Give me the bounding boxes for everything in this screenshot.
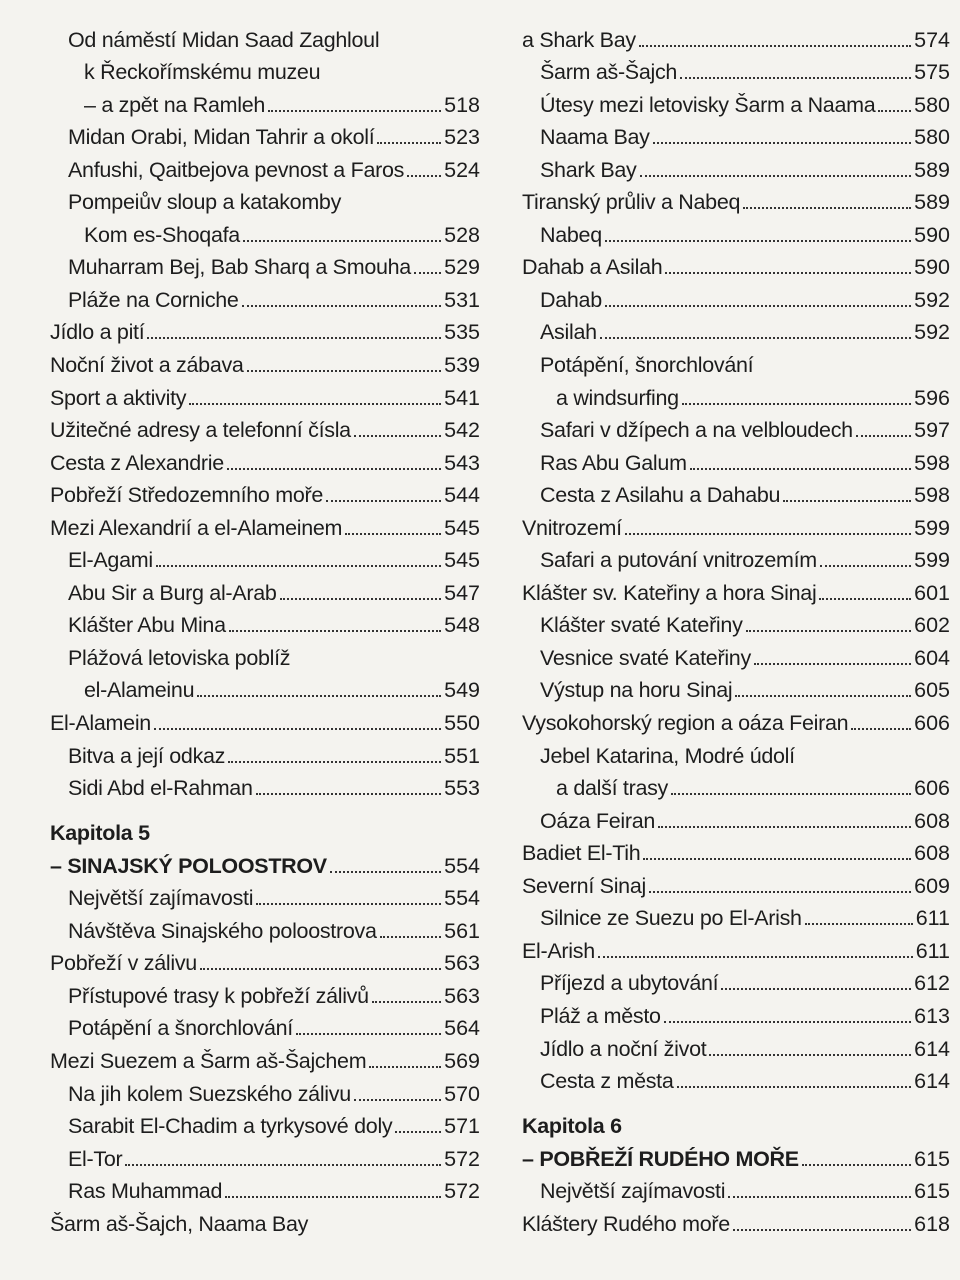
toc-entry-title: – POBŘEŽÍ RUDÉHO MOŘE <box>522 1146 799 1171</box>
dot-leader <box>600 336 911 339</box>
toc-entry-page-number: 554 <box>444 853 480 878</box>
toc-entry <box>50 443 480 476</box>
toc-entry-page-number: 563 <box>444 951 480 976</box>
toc-entry-title: Klášter Abu Mina <box>68 613 226 638</box>
toc-entry <box>522 834 950 867</box>
toc-entry-page-number: 598 <box>914 450 950 475</box>
dot-leader <box>677 1085 912 1088</box>
toc-entry-page-number: 606 <box>914 776 950 801</box>
dot-leader <box>330 870 441 873</box>
dot-leader <box>407 174 441 177</box>
toc-entry <box>522 1172 950 1205</box>
dot-leader <box>639 44 911 47</box>
dot-leader <box>819 597 911 600</box>
toc-entry <box>522 931 950 964</box>
toc-entry-page-number: 545 <box>444 548 480 573</box>
toc-entry-title: – a zpět na Ramleh <box>84 92 266 117</box>
dot-leader <box>820 564 911 567</box>
dot-leader <box>598 955 913 958</box>
dot-leader <box>354 1098 441 1101</box>
toc-entry-title: Jídlo a pití <box>50 320 145 345</box>
toc-entry <box>522 736 950 769</box>
dot-leader <box>369 1065 441 1068</box>
toc-entry-page-number: 590 <box>914 222 950 247</box>
toc-entry <box>522 215 950 248</box>
dot-leader <box>125 1163 441 1166</box>
toc-entry-title: Severní Sinaj <box>522 873 646 898</box>
toc-entry <box>50 150 480 183</box>
toc-entry-title: Dahab <box>540 287 602 312</box>
toc-entry-title: Asilah <box>540 320 597 345</box>
toc-entry-page-number: 575 <box>914 60 950 85</box>
toc-entry-page-number: 605 <box>914 678 950 703</box>
toc-entry <box>522 313 950 346</box>
dot-leader <box>671 792 911 795</box>
toc-entry <box>522 378 950 411</box>
toc-entry-page-number: 613 <box>914 1003 950 1028</box>
toc-entry-page-number: 580 <box>914 92 950 117</box>
toc-entry-title: Dahab a Asilah <box>522 255 663 280</box>
dot-leader <box>395 1130 441 1133</box>
toc-entry-title: Vnitrozemí <box>522 515 622 540</box>
toc-entry-title: Útesy mezi letovisky Šarm a Naama <box>540 92 876 117</box>
toc-entry <box>522 866 950 899</box>
toc-entry <box>50 573 480 606</box>
toc-entry-title: Šarm aš-Šajch <box>540 60 678 85</box>
toc-entry-title: Midan Orabi, Midan Tahrir a okolí <box>68 125 375 150</box>
toc-entry <box>522 85 950 118</box>
dot-leader <box>326 499 441 502</box>
toc-entry <box>522 573 950 606</box>
dot-leader <box>372 1000 441 1003</box>
dot-leader <box>247 369 442 372</box>
toc-entry-page-number: 614 <box>914 1069 950 1094</box>
toc-entry-page-number: 548 <box>444 613 480 638</box>
dot-leader <box>658 825 911 828</box>
toc-entry-title: Anfushi, Qaitbejova pevnost a Faros <box>68 157 405 182</box>
toc-entry <box>50 378 480 411</box>
toc-entry-page-number: 547 <box>444 580 480 605</box>
toc-entry-page-number: 601 <box>914 580 950 605</box>
dot-leader <box>256 902 441 905</box>
toc-entry-page-number: 541 <box>444 385 480 410</box>
dot-leader <box>268 109 441 112</box>
toc-entry-title: Oáza Feiran <box>540 808 656 833</box>
dot-leader <box>296 1032 441 1035</box>
toc-entry-page-number: 589 <box>914 190 950 215</box>
toc-entry-title: Pobřeží v zálivu <box>50 951 197 976</box>
toc-entry-page-number: 592 <box>914 287 950 312</box>
toc-entry-title: Ras Muhammad <box>68 1179 223 1204</box>
dot-leader <box>242 304 442 307</box>
toc-entry-page-number: 529 <box>444 255 480 280</box>
toc-entry-title: Potápění, šnorchlování <box>540 353 754 378</box>
toc-entry-page-number: 550 <box>444 711 480 736</box>
toc-entry-page-number: 602 <box>914 613 950 638</box>
toc-entry-title: Cesta z Alexandrie <box>50 450 224 475</box>
dot-leader <box>380 935 442 938</box>
toc-entry <box>522 248 950 281</box>
toc-entry-page-number: 598 <box>914 483 950 508</box>
chapter-heading <box>50 846 480 879</box>
toc-entry <box>50 53 480 86</box>
toc-entry-page-number: 545 <box>444 515 480 540</box>
toc-entry-page-number: 611 <box>915 906 950 931</box>
toc-entry-title: Sarabit El-Chadim a tyrkysové doly <box>68 1114 393 1139</box>
toc-entry-title: Muharram Bej, Bab Sharq a Smouha <box>68 255 411 280</box>
toc-entry-title: Tiranský průliv a Nabeq <box>522 190 741 215</box>
toc-entry-page-number: 609 <box>914 873 950 898</box>
toc-entry-page-number: 572 <box>444 1179 480 1204</box>
toc-entry-title: Příjezd a ubytování <box>540 971 719 996</box>
toc-entry-title: Klášter svaté Kateřiny <box>540 613 743 638</box>
toc-entry-page-number: 564 <box>444 1016 480 1041</box>
toc-entry-title: El-Alamein <box>50 711 151 736</box>
toc-entry <box>522 443 950 476</box>
toc-entry <box>50 769 480 802</box>
toc-entry <box>50 606 480 639</box>
dot-leader <box>733 1228 911 1231</box>
toc-entry <box>522 703 950 736</box>
toc-entry-title: Plážová letoviska poblíž <box>68 645 291 670</box>
toc-entry-page-number: 580 <box>914 125 950 150</box>
toc-column-left <box>50 20 480 1237</box>
toc-entry-title: Badiet El-Tih <box>522 841 641 866</box>
dot-leader <box>354 434 441 437</box>
toc-entry <box>522 899 950 932</box>
toc-entry-title: Největší zajímavosti <box>540 1179 726 1204</box>
toc-entry-page-number: 604 <box>914 645 950 670</box>
toc-entry-page-number: 574 <box>914 27 950 52</box>
dot-leader <box>256 792 441 795</box>
toc-entry-title: Pompeiův sloup a katakomby <box>68 190 342 215</box>
dot-leader <box>802 1163 911 1166</box>
toc-entry-page-number: 549 <box>444 678 480 703</box>
toc-entry-title: – SINAJSKÝ POLOOSTROV <box>50 853 327 878</box>
toc-entry <box>522 1029 950 1062</box>
toc-entry-page-number: 524 <box>444 157 480 182</box>
toc-entry-title: Potápění a šnorchlování <box>68 1016 293 1041</box>
dot-leader <box>805 922 913 925</box>
dot-leader <box>653 141 911 144</box>
toc-entry-title: Nabeq <box>540 222 602 247</box>
toc-entry-title: Naama Bay <box>540 125 650 150</box>
toc-entry-title: Přístupové trasy k pobřeží zálivů <box>68 983 369 1008</box>
toc-entry-page-number: 518 <box>444 92 480 117</box>
toc-entry <box>50 541 480 574</box>
dot-leader <box>783 499 911 502</box>
toc-entry-title: Silnice ze Suezu po El-Arish <box>540 906 802 931</box>
toc-entry <box>50 1041 480 1074</box>
toc-entry-page-number: 589 <box>914 157 950 182</box>
dot-leader <box>643 857 911 860</box>
toc-entry <box>522 1204 950 1237</box>
toc-entry-page-number: 571 <box>444 1114 480 1139</box>
toc-entry-page-number: 554 <box>444 886 480 911</box>
toc-entry-page-number: 531 <box>444 287 480 312</box>
dot-leader <box>851 727 911 730</box>
toc-entry-title: Sidi Abd el-Rahman <box>68 776 253 801</box>
dot-leader <box>746 629 912 632</box>
dot-leader <box>682 402 911 405</box>
toc-entry-title: Od náměstí Midan Saad Zaghloul <box>68 27 380 52</box>
dot-leader <box>664 1020 911 1023</box>
toc-entry-page-number: 608 <box>914 808 950 833</box>
toc-entry-page-number: 590 <box>914 255 950 280</box>
dot-leader <box>649 890 911 893</box>
toc-entry-title: Pláže na Corniche <box>68 287 239 312</box>
toc-entry <box>50 1074 480 1107</box>
toc-entry-title: Návštěva Sinajského poloostrova <box>68 918 377 943</box>
toc-entry <box>50 345 480 378</box>
dot-leader <box>605 304 911 307</box>
toc-entry-page-number: 614 <box>914 1036 950 1061</box>
toc-entry-title: Jídlo a noční život <box>540 1036 707 1061</box>
toc-entry <box>522 671 950 704</box>
toc-entry-page-number: 572 <box>444 1146 480 1171</box>
toc-entry <box>522 345 950 378</box>
toc-entry-page-number: 615 <box>914 1146 950 1171</box>
dot-leader <box>680 76 911 79</box>
toc-entry-title: Pláž a město <box>540 1003 661 1028</box>
toc-entry <box>522 508 950 541</box>
toc-entry-title: Mezi Alexandrií a el-Alameinem <box>50 515 343 540</box>
dot-leader <box>878 109 911 112</box>
chapter-heading <box>522 1139 950 1172</box>
toc-entry-page-number: 563 <box>444 983 480 1008</box>
toc-entry-page-number: 553 <box>444 776 480 801</box>
toc-entry-page-number: 618 <box>914 1211 950 1236</box>
toc-entry-title: Ras Abu Galum <box>540 450 687 475</box>
toc-entry <box>50 703 480 736</box>
toc-entry-title: Největší zajímavosti <box>68 886 254 911</box>
toc-entry-title: Kláštery Rudého moře <box>522 1211 730 1236</box>
dot-leader <box>243 239 441 242</box>
toc-entry-page-number: 615 <box>914 1179 950 1204</box>
toc-entry <box>50 248 480 281</box>
toc-entry <box>50 1172 480 1205</box>
dot-leader <box>229 629 441 632</box>
dot-leader <box>414 271 441 274</box>
toc-entry-page-number: 608 <box>914 841 950 866</box>
toc-entry-page-number: 599 <box>914 548 950 573</box>
toc-entry <box>50 508 480 541</box>
toc-entry-page-number: 561 <box>444 918 480 943</box>
toc-entry-page-number: 592 <box>914 320 950 345</box>
dot-leader <box>640 174 912 177</box>
dot-leader <box>156 564 441 567</box>
toc-entry-page-number: 542 <box>444 418 480 443</box>
toc-entry-page-number: 597 <box>914 418 950 443</box>
dot-leader <box>189 402 441 405</box>
toc-entry-title: a Shark Bay <box>522 27 636 52</box>
toc-entry <box>522 801 950 834</box>
toc-entry <box>522 476 950 509</box>
toc-entry-title: Mezi Suezem a Šarm aš-Šajchem <box>50 1048 367 1073</box>
dot-leader <box>280 597 442 600</box>
dot-leader <box>743 206 911 209</box>
toc-entry-title: Cesta z Asilahu a Dahabu <box>540 483 781 508</box>
dot-leader <box>754 662 911 665</box>
chapter-heading <box>522 1094 950 1139</box>
toc-entry <box>522 964 950 997</box>
toc-entry-title: Na jih kolem Suezského zálivu <box>68 1081 351 1106</box>
toc-entry <box>522 996 950 1029</box>
toc-entry <box>50 183 480 216</box>
toc-entry <box>50 85 480 118</box>
toc-entry-page-number: 569 <box>444 1048 480 1073</box>
toc-entry-title: a windsurfing <box>556 385 679 410</box>
dot-leader <box>721 987 911 990</box>
dot-leader <box>377 141 441 144</box>
toc-entry-page-number: 570 <box>444 1081 480 1106</box>
dot-leader <box>625 532 911 535</box>
toc-entry-title: Vesnice svaté Kateřiny <box>540 645 751 670</box>
toc-entry <box>50 1009 480 1042</box>
toc-entry-title: k Řeckořímskému muzeu <box>84 60 321 85</box>
dot-leader <box>709 1053 911 1056</box>
toc-entry-page-number: 611 <box>915 938 950 963</box>
toc-entry <box>50 1107 480 1140</box>
toc-entry <box>50 736 480 769</box>
toc-entry <box>50 411 480 444</box>
dot-leader <box>227 467 441 470</box>
dot-leader <box>735 694 911 697</box>
toc-entry <box>50 215 480 248</box>
dot-leader <box>225 1195 441 1198</box>
toc-entry-page-number: 544 <box>444 483 480 508</box>
toc-entry <box>50 20 480 53</box>
toc-entry <box>522 118 950 151</box>
dot-leader <box>197 694 441 697</box>
toc-entry-title: El-Arish <box>522 938 595 963</box>
toc-entry <box>50 1204 480 1237</box>
toc-entry-title: el-Alameinu <box>84 678 195 703</box>
toc-entry <box>50 118 480 151</box>
dot-leader <box>856 434 911 437</box>
toc-entry-title: Klášter sv. Kateřiny a hora Sinaj <box>522 580 817 605</box>
toc-entry-title: Užitečné adresy a telefonní čísla <box>50 418 351 443</box>
dot-leader <box>154 727 441 730</box>
toc-entry <box>522 280 950 313</box>
toc-entry <box>50 313 480 346</box>
toc-entry-page-number: 599 <box>914 515 950 540</box>
toc-entry-title: Kapitola 5 <box>50 821 150 846</box>
dot-leader <box>200 967 441 970</box>
toc-entry <box>50 671 480 704</box>
toc-entry-page-number: 606 <box>914 711 950 736</box>
toc-entry <box>50 280 480 313</box>
toc-entry <box>522 53 950 86</box>
dot-leader <box>228 760 441 763</box>
toc-entry-page-number: 596 <box>914 385 950 410</box>
toc-entry-title: Shark Bay <box>540 157 637 182</box>
dot-leader <box>147 336 441 339</box>
toc-entry-title: Kapitola 6 <box>522 1114 622 1139</box>
toc-entry-title: Safari v džípech a na velbloudech <box>540 418 853 443</box>
toc-entry-page-number: 535 <box>444 320 480 345</box>
toc-entry <box>522 638 950 671</box>
toc-entry <box>50 879 480 912</box>
dot-leader <box>728 1195 911 1198</box>
toc-entry <box>50 476 480 509</box>
toc-entry-title: Safari a putování vnitrozemím <box>540 548 817 573</box>
toc-entry-title: Kom es-Shoqafa <box>84 222 240 247</box>
toc-entry <box>522 20 950 53</box>
toc-entry-page-number: 528 <box>444 222 480 247</box>
toc-entry <box>522 606 950 639</box>
toc-entry-title: Výstup na horu Sinaj <box>540 678 733 703</box>
dot-leader <box>665 271 911 274</box>
toc-entry-title: Bitva a její odkaz <box>68 743 226 768</box>
toc-entry-title: Pobřeží Středozemního moře <box>50 483 324 508</box>
toc-entry-page-number: 543 <box>444 450 480 475</box>
dot-leader <box>605 239 911 242</box>
toc-entry-page-number: 523 <box>444 125 480 150</box>
toc-entry <box>522 150 950 183</box>
chapter-heading <box>50 801 480 846</box>
toc-entry-title: Abu Sir a Burg al-Arab <box>68 580 277 605</box>
toc-entry-page-number: 539 <box>444 353 480 378</box>
toc-column-right <box>522 20 950 1237</box>
toc-entry-title: Jebel Katarina, Modré údolí <box>540 743 795 768</box>
toc-entry-title: El-Tor <box>68 1146 123 1171</box>
toc-entry <box>522 541 950 574</box>
toc-entry-title: El-Agami <box>68 548 153 573</box>
toc-entry <box>522 769 950 802</box>
toc-entry-title: a další trasy <box>556 776 669 801</box>
dot-leader <box>690 467 911 470</box>
toc-entry <box>522 1062 950 1095</box>
toc-entry-title: Noční život a zábava <box>50 353 244 378</box>
toc-entry <box>50 1139 480 1172</box>
toc-entry-page-number: 551 <box>444 743 480 768</box>
toc-entry-title: Sport a aktivity <box>50 385 187 410</box>
toc-entry-page-number: 612 <box>914 971 950 996</box>
toc-entry <box>50 944 480 977</box>
toc-entry-title: Vysokohorský region a oáza Feiran <box>522 711 849 736</box>
toc-entry-title: Šarm aš-Šajch, Naama Bay <box>50 1211 309 1236</box>
toc-entry <box>522 183 950 216</box>
dot-leader <box>345 532 441 535</box>
toc-entry <box>50 911 480 944</box>
toc-entry <box>522 411 950 444</box>
toc-entry <box>50 638 480 671</box>
toc-entry-title: Cesta z města <box>540 1069 674 1094</box>
toc-entry <box>50 976 480 1009</box>
